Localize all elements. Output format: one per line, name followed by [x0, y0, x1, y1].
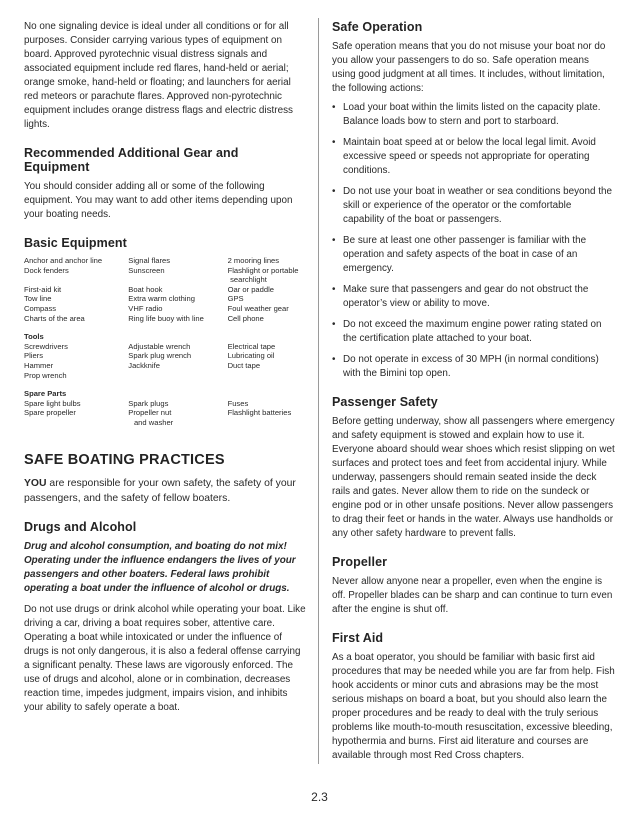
- equipment-row: [24, 361, 307, 371]
- equipment-item: VHF radio: [128, 303, 163, 313]
- equipment-item: 2 mooring lines: [227, 256, 280, 265]
- equipment-item: Dock fenders: [24, 265, 69, 275]
- tools-subheading: Tools: [24, 332, 44, 342]
- responsibility-text: are responsible for your own safety, the safety of your passengers, and the safety of fellow boaters.: [24, 477, 296, 504]
- safe-operation-item: • Be sure at least one other passenger is familiar with the operation and safety aspects of the boat in case of an emergency.: [332, 234, 615, 276]
- equipment-item: Sunscreen: [128, 265, 165, 275]
- safe-operation-item: • Maintain boat speed at or below the local legal limit. Avoid excessive speed or speeds not appropriate for operating conditions.: [332, 136, 615, 178]
- equipment-item: [125, 275, 221, 285]
- first-aid-heading: First Aid: [332, 631, 384, 645]
- equipment-item: [228, 371, 307, 381]
- safe-operation-item: • Do not operate in excess of 30 MPH (in normal conditions) with the Bimini top open.: [332, 353, 615, 381]
- safe-operation-heading: Safe Operation: [332, 20, 423, 34]
- equipment-item: First-aid kit: [24, 284, 62, 294]
- safe-operation-paragraph: Safe operation means that you do not misuse your boat nor do you allow your passengers to do so. Safe operation means using good judgment at all times. It includes, without limitation, the following actions:: [332, 41, 606, 94]
- propeller-heading: Propeller: [332, 555, 388, 569]
- equipment-row: [24, 266, 307, 276]
- equipment-item: Fuses: [227, 398, 249, 408]
- equipment-item: Spark plugs: [128, 398, 169, 408]
- equipment-row: [24, 351, 307, 361]
- passenger-safety-heading: Passenger Safety: [332, 395, 438, 409]
- equipment-row: [24, 275, 307, 285]
- equipment-item: Tow line: [24, 294, 52, 304]
- equipment-item: Hammer: [24, 360, 54, 370]
- tools-list: [24, 342, 307, 380]
- responsibility-paragraph: [24, 476, 307, 506]
- page-number: 2.3: [311, 790, 328, 804]
- gear-paragraph: You should consider adding all or some of the following equipment. You may want to add other items depending upon your boating needs.: [24, 181, 293, 220]
- equipment-item: Spare light bulbs: [24, 398, 81, 408]
- basic-equipment-heading: Basic Equipment: [24, 236, 127, 250]
- equipment-row: [24, 314, 307, 324]
- equipment-item: [230, 418, 307, 428]
- equipment-row: [24, 342, 307, 352]
- equipment-item: Compass: [24, 303, 57, 313]
- safe-operation-list: [332, 101, 615, 381]
- first-aid-paragraph: As a boat operator, you should be familiar with basic first aid procedures that may be needed while you are far from help. Fish hook accidents or minor cuts and abrasions may be the most serious mishaps on board a boat, but you should also learn the proper procedures and be ready to deal with the truly serious problems like mouth-to-mouth resuscitation, excessive bleeding, hypothermia and burns. First aid literature and courses are available through most Red Cross chapters.: [332, 652, 615, 761]
- equipment-row: [24, 371, 307, 381]
- equipment-item: [128, 371, 227, 381]
- equipment-item: Cell phone: [227, 313, 264, 323]
- spare-parts-subheading: Spare Parts: [24, 389, 67, 399]
- equipment-item: searchlight: [230, 275, 267, 285]
- passenger-safety-paragraph: Before getting underway, show all passengers where emergency and safety equipment is stowed and explain how to use it. Everyone aboard should wear shoes which resist slipping on wet surfaces and protect toes and feet from accidental injury. While underway, passengers should remain seated inside the deck rails and gates. Never allow them to ride on the sundeck or engine pod or in other unsafe positions. Never allow passengers to drag their feet or hands in the water. Always use handholds or any other safety hardware to prevent falls.: [332, 416, 615, 539]
- equipment-item: Charts of the area: [24, 313, 85, 323]
- equipment-item: Foul weather gear: [227, 303, 289, 313]
- basic-equipment-list: [24, 256, 307, 323]
- equipment-item: [24, 418, 125, 428]
- equipment-item: Electrical tape: [227, 341, 276, 351]
- equipment-item: Screwdrivers: [24, 341, 68, 351]
- equipment-item: GPS: [227, 294, 244, 304]
- safe-operation-item: • Do not use your boat in weather or sea conditions beyond the skill or experience of the operator or the comfortable capability of the boat or passengers.: [332, 185, 615, 227]
- equipment-item: Flashlight or portable: [227, 265, 299, 275]
- drugs-warning: Drug and alcohol consumption, and boating do not mix! Operating under the influence endangers the lives of your passengers and other boaters. Federal laws prohibit operating a boat under the influence of alcohol or drugs.: [24, 540, 296, 594]
- equipment-item: Extra warm clothing: [128, 294, 195, 304]
- equipment-row: [24, 256, 307, 266]
- equipment-row: [24, 294, 307, 304]
- equipment-item: and washer: [133, 417, 174, 427]
- spare-parts-list: [24, 399, 307, 428]
- equipment-item: [24, 275, 125, 285]
- equipment-row: [24, 304, 307, 314]
- equipment-item: Signal flares: [128, 256, 171, 265]
- equipment-item: Spare propeller: [24, 408, 76, 418]
- gear-heading: Recommended Additional Gear and Equipment: [24, 146, 239, 174]
- equipment-row: [24, 418, 307, 428]
- equipment-row: [24, 408, 307, 418]
- left-column: [24, 20, 307, 715]
- equipment-item: Duct tape: [227, 360, 261, 370]
- equipment-item: Prop wrench: [24, 370, 67, 380]
- equipment-item: Propeller nut: [128, 408, 172, 418]
- equipment-item: Pliers: [24, 351, 43, 361]
- you-emphasis: YOU: [24, 477, 47, 489]
- equipment-item: Oar or paddle: [227, 284, 274, 294]
- right-column: [332, 20, 615, 763]
- equipment-row: [24, 285, 307, 295]
- safe-operation-item: • Do not exceed the maximum engine power rating stated on the certification plate attached to your boat.: [332, 318, 615, 346]
- equipment-item: Spark plug wrench: [128, 351, 192, 361]
- equipment-item: Flashlight batteries: [227, 408, 292, 418]
- equipment-item: Ring life buoy with line: [128, 313, 204, 323]
- column-divider: [318, 18, 319, 764]
- equipment-item: Boat hook: [128, 284, 163, 294]
- equipment-row: [24, 399, 307, 409]
- equipment-table: [24, 256, 307, 428]
- drugs-paragraph: Do not use drugs or drink alcohol while operating your boat. Like driving a car, driving a boat requires sober, attentive care. Operating a boat while intoxicated or under the influence of drugs is not only dangerous, it is also a federal offense carrying a significant penalty. These laws are vigorously enforced. The use of drugs and alcohol, alone or in combination, decreases reaction time, impedes judgment, impairs vision, and inhibits your ability to safely operate a boat.: [24, 603, 306, 713]
- signaling-paragraph: No one signaling device is ideal under all conditions or for all purposes. Consider carrying various types of equipment on board. Approved pyrotechnic visual distress signals and associated equipment include red flares, hand-held or aerial; orange smoke, hand-held or floating; and launchers for aerial red meteors or parachute flares. Approved non-pyrotechnic equipment includes orange distress flags and electric distress lights.: [24, 21, 293, 130]
- propeller-paragraph: Never allow anyone near a propeller, even when the engine is off. Propeller blades can be sharp and can continue to turn even after the engine is shut off.: [332, 576, 613, 615]
- safe-operation-item: • Load your boat within the limits listed on the capacity plate. Balance loads bow to stern and port to starboard.: [332, 101, 615, 129]
- equipment-item: Adjustable wrench: [128, 341, 191, 351]
- drugs-heading: Drugs and Alcohol: [24, 519, 137, 534]
- safe-boating-heading: SAFE BOATING PRACTICES: [24, 451, 225, 468]
- equipment-item: Jackknife: [128, 360, 160, 370]
- safe-operation-item: • Make sure that passengers and gear do not obstruct the operator’s view or ability to move.: [332, 283, 615, 311]
- equipment-item: Anchor and anchor line: [24, 256, 103, 265]
- equipment-item: Lubricating oil: [227, 351, 275, 361]
